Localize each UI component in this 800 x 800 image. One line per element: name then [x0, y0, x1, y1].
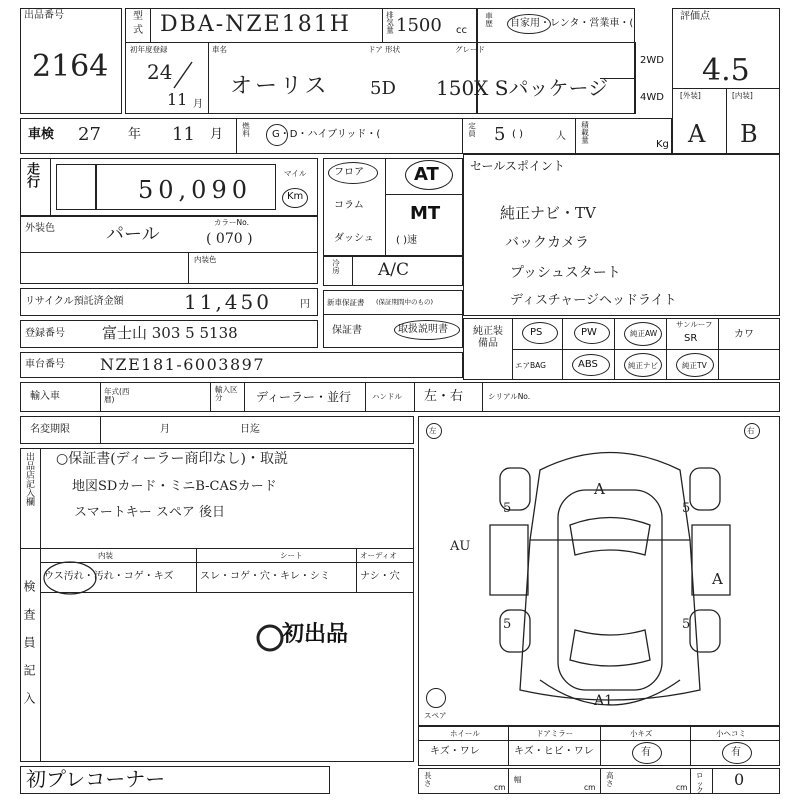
inspector-audio-items: ナシ・穴 [360, 571, 400, 582]
mirror-label: ドアミラー [536, 729, 574, 738]
model-label-1: 型 [133, 11, 143, 22]
history-label: 車歴 [484, 12, 494, 27]
mt-label: MT [410, 203, 441, 224]
car-name-label: 車名 [212, 45, 227, 54]
grade: 150X Sパッケージ [436, 76, 609, 100]
mileage-unit-lower: Km [287, 191, 304, 202]
exterior-color-label: 外装色 [25, 223, 55, 234]
diagram-mark: 5 [503, 501, 512, 516]
car-name: オーリス [230, 74, 330, 99]
at-label: AT [414, 164, 439, 185]
shaken-year: 27 [78, 124, 101, 145]
small-dent-value: 有 [731, 747, 741, 758]
seller-note-line: 地図SDカード・ミニB-CASカード [72, 479, 277, 494]
interior-label: [内装] [732, 91, 753, 100]
wheel-label: ホイール [450, 729, 480, 738]
seller-note-line: スマートキー スペア 後日 [74, 505, 226, 520]
registration-value: 富士山 303 5 5138 [102, 324, 238, 342]
diagram-mark: 5 [682, 501, 691, 516]
fuel-options: G・D・ハイブリッド・( [272, 129, 381, 140]
mileage-value: 50,090 [138, 176, 252, 204]
first-reg-unit: 月 [193, 99, 203, 110]
sales-point-item: ディスチャージヘッドライト [510, 293, 677, 308]
capacity: 5 [494, 124, 506, 145]
equip-navi: 純正ナビ [628, 361, 658, 370]
height-label: 高さ [606, 771, 614, 788]
ac-value: A/C [378, 260, 410, 280]
transfer-day: 日迄 [240, 424, 260, 435]
shaken-label: 車検 [28, 127, 55, 142]
dimension-row [418, 768, 780, 794]
capacity-unit: 人 [556, 131, 566, 142]
manual-label: 取扱説明書 [398, 324, 448, 335]
inspector-interior-items: ウス汚れ・汚れ・コゲ・キズ [44, 571, 174, 582]
chassis-value: NZE181-6003897 [100, 355, 265, 374]
inspector-stamp: 初出品 [282, 622, 349, 647]
color-box [20, 216, 318, 284]
equip-abs: ABS [578, 359, 598, 370]
import-class-label: 輸入区分 [215, 385, 238, 402]
mileage-digit-box [56, 164, 96, 210]
seller-note-line: ○保証書(ディーラー商印なし)・取説 [56, 451, 289, 467]
diagram-mark: 5 [503, 617, 512, 632]
recycle-unit: 円 [300, 299, 310, 310]
first-reg-label: 初年度登録 [130, 45, 168, 54]
sunroof-label: サンルーフ [676, 320, 713, 329]
inspector-label: 検査員記入 [22, 580, 36, 720]
history-options: 自家用・レンタ・営業車・( [510, 18, 634, 29]
shift-column: コラム [334, 200, 364, 211]
drive-2wd: 2WD [640, 55, 664, 66]
color-no-label: カラーNo. [214, 218, 249, 227]
capacity-label: 定員 [467, 122, 477, 137]
shift-dash: ダッシュ [334, 233, 374, 244]
equip-tv: 純正TV [682, 361, 707, 370]
door-label: ドア 形状 [368, 45, 401, 54]
inspector-scribble [38, 556, 108, 602]
door-shape: 5D [370, 78, 396, 99]
month-unit: 月 [210, 127, 224, 142]
seller-notes-label: 出品店記入欄 [24, 452, 34, 506]
serial-label: シリアルNo. [488, 392, 531, 401]
grade-label: グレード [455, 45, 485, 54]
wheel-options: キズ・ワレ [430, 746, 480, 757]
shift-floor-circle [328, 162, 378, 184]
diagram-mark: A [594, 480, 605, 498]
equip-leather: カワ [734, 329, 754, 340]
guarantee-label: 保証書 [332, 325, 362, 336]
lot-label: 出品番号 [24, 10, 64, 21]
diagram-mark: 5 [682, 617, 691, 632]
diagram-mark: AU [450, 539, 471, 554]
score-label: 評価点 [680, 11, 710, 22]
transfer-month: 月 [160, 424, 170, 435]
sales-points-title: セールスポイント [470, 159, 565, 173]
shift-floor: フロア [334, 167, 364, 178]
transfer-label: 名変期限 [30, 424, 70, 435]
handle-options: 左・右 [424, 389, 464, 404]
first-reg-year: 24 [147, 60, 173, 84]
exterior-grade: A [688, 120, 706, 148]
small-scratch-label: 小キズ [630, 729, 653, 738]
recycle-value: 11,450 [184, 290, 272, 314]
sales-point-item: バックカメラ [505, 235, 589, 251]
sales-point-item: プッシュスタート [510, 265, 621, 281]
mileage-label: 走行 [24, 162, 39, 188]
interior-color-label: 内装色 [194, 255, 217, 264]
equip-sr: SR [684, 333, 698, 344]
length-unit: cm [494, 783, 506, 792]
equip-airbag: エアBAG [515, 361, 546, 370]
equipment-label: 純正装備品 [473, 326, 503, 349]
exterior-color-value: パール [106, 224, 160, 245]
small-dent-label: 小ヘコミ [716, 729, 746, 738]
model-label-2: 式 [133, 25, 143, 36]
inspector-seat-items: スレ・コゲ・穴・キレ・シミ [200, 571, 330, 582]
lock-value: 0 [734, 770, 745, 789]
load-label: 積載量 [580, 121, 590, 144]
inspector-interior-header: 内装 [98, 551, 113, 560]
shaken-month: 11 [172, 124, 195, 145]
inspector-seat-header: シート [280, 551, 303, 560]
warranty-note: (保証期間中のもの) [376, 298, 434, 306]
chassis-label: 車台番号 [25, 359, 65, 370]
mirror-options: キズ・ヒビ・ワレ [514, 746, 594, 757]
car-diagram [480, 430, 740, 720]
corner-label: 初プレコーナー [26, 767, 166, 791]
diagram-right-label: 右 [747, 426, 755, 435]
slash-mark [168, 60, 198, 90]
mileage-unit-upper: マイル [284, 169, 307, 178]
displacement-label: 排気量 [385, 11, 395, 34]
diagram-mark: A [712, 570, 723, 588]
transfer-box [20, 416, 414, 444]
lot-number: 2164 [32, 49, 109, 84]
length-label: 長さ [424, 771, 432, 788]
warranty-label: 新車保証書 [327, 298, 365, 307]
load-unit: Kg [656, 139, 669, 150]
spare-label: スペア [424, 711, 447, 720]
inspector-audio-header: オーディオ [360, 551, 397, 560]
lock-label: ロック [696, 771, 704, 795]
model-code: DBA-NZE181H [160, 12, 351, 37]
import-options: ディーラー・並行 [256, 390, 352, 404]
interior-grade: B [740, 120, 758, 148]
sales-point-item: 純正ナビ・TV [500, 204, 596, 222]
width-unit: cm [584, 783, 596, 792]
notes-box [20, 448, 414, 762]
equip-pw: PW [581, 327, 597, 338]
year-unit: 年 [128, 127, 142, 142]
score: 4.5 [702, 53, 750, 88]
diagram-mark: A1 [594, 693, 614, 709]
equip-ps: PS [530, 327, 543, 338]
capacity-paren: ( ) [512, 129, 523, 140]
height-unit: cm [676, 783, 688, 792]
recycle-label: リサイクル預託済金額 [25, 296, 124, 307]
fuel-label: 燃料 [241, 122, 251, 137]
displacement-value: 1500 [396, 15, 442, 36]
first-reg-month: 11 [167, 90, 188, 109]
gear-speed: ( )速 [396, 235, 417, 246]
displacement-unit: cc [456, 25, 467, 36]
drive-4wd: 4WD [640, 92, 664, 103]
handle-label: ハンドル [372, 392, 402, 401]
width-label: 幅 [514, 775, 522, 784]
import-label: 輸入車 [30, 391, 60, 402]
spare-circle [426, 688, 446, 708]
registration-label: 登録番号 [25, 328, 65, 339]
equip-aw: 純正AW [630, 329, 658, 338]
small-scratch-value: 有 [641, 747, 651, 758]
import-year-label: 年式(西暦) [104, 387, 130, 404]
diagram-left-label: 左 [429, 426, 437, 435]
exterior-label: [外装] [680, 91, 701, 100]
ac-label: 冷房 [331, 259, 341, 274]
color-no: ( 070 ) [206, 231, 253, 247]
